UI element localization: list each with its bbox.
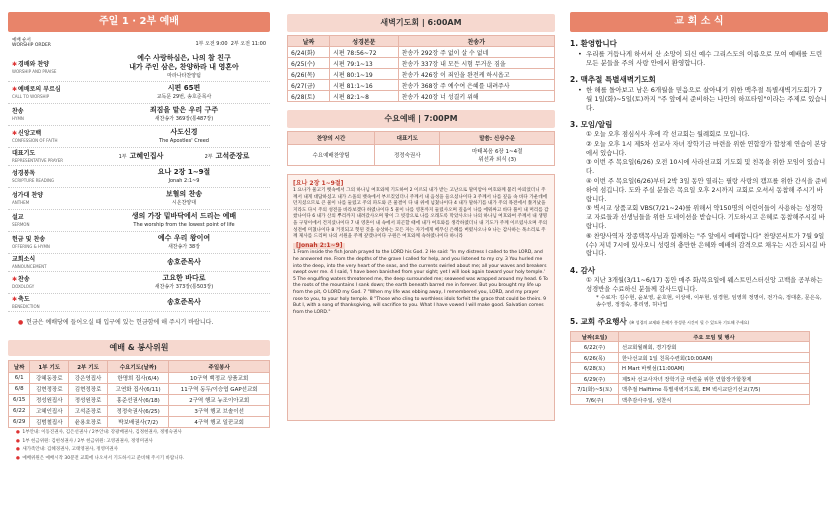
worship-item-value: 시편 65편 교독문 29번, 송호준목사 bbox=[156, 83, 212, 100]
service-header: 수요기도(날짜) bbox=[107, 361, 168, 373]
worship-column bbox=[8, 0, 270, 507]
service-cell: 홍준선권사(6/18) bbox=[107, 395, 168, 406]
worship-item-label: ✱축도 BENEDICTION bbox=[12, 295, 40, 309]
service-cell: 정성원집사 bbox=[30, 395, 69, 406]
scripture-en-title: [Jonah 2:1~9] bbox=[293, 243, 345, 250]
worship-item bbox=[8, 232, 270, 254]
service-cell: 윤용호장로 bbox=[69, 417, 108, 428]
events-cell: 선교회월례회, 경기장회 bbox=[619, 342, 810, 353]
dawn-cell: 6/25(수) bbox=[288, 58, 330, 69]
worship-item-label: ✱예배로의 부르심 CALL TO WORSHIP bbox=[12, 85, 61, 99]
worship-item-label: 교회소식 ANNOUNCEMENT bbox=[12, 255, 47, 269]
news-welcome-text: • 우리를 거듭나게 하셔서 산 소망이 되신 예수 그리스도의 이름으로 모여 예배를 드린 모든 분들을 주의 사랑 안에서 환영합니다. bbox=[570, 50, 828, 68]
worship-item bbox=[8, 54, 270, 82]
table-row bbox=[571, 342, 810, 353]
service-cell: 2구역 행교 뉴조이아교회 bbox=[169, 395, 270, 406]
worship-item-label: 성경봉독 SCRIPTURE READING bbox=[12, 169, 55, 183]
events-cell: 6/26(목) bbox=[571, 352, 619, 363]
service-header: 주일봉사 bbox=[169, 361, 270, 373]
time-1: 1부 오전 9:00 bbox=[195, 41, 228, 47]
worship-item-value: 예수 사랑하심은, 나의 참 친구 내가 주인 삼은, 찬양하라 내 영혼아 마라나타찬양팀 bbox=[129, 54, 239, 79]
bullet-icon: ● bbox=[16, 455, 22, 461]
service-cell: 6/22 bbox=[9, 406, 30, 417]
bullet-icon: ● bbox=[16, 438, 22, 444]
service-cell: 박보배권사(7/2) bbox=[107, 417, 168, 428]
standing-mark-icon: ✱ bbox=[12, 60, 18, 68]
news-meeting-item: ② 오늘 오후 1시 제5차 선교사 자녀 장학기금 마련을 위한 연합장가 합창제 연습이 본당에서 있습니다. bbox=[586, 140, 827, 157]
time-2: 2부 오전 11:00 bbox=[230, 41, 266, 47]
events-cell: 6/29(주) bbox=[571, 373, 619, 384]
order-ko: 예배 순서 bbox=[12, 38, 31, 43]
table-row bbox=[9, 395, 270, 406]
service-cell: 김범철집사 bbox=[30, 417, 69, 428]
dawn-cell: 시편 80:1~19 bbox=[330, 69, 399, 80]
wed-sermon: 마태복음 6장 1~4절 위선과 외식 (3) bbox=[440, 145, 555, 166]
table-row bbox=[571, 352, 810, 363]
scripture-ko-title: [요나 2장 1~9절] bbox=[293, 180, 344, 187]
news-meeting-item: ⑤ 벽시교 상품교회 VBS(7/21~24)를 위해서 약150명의 어린이들이 사용하는 성경학교 자료들과 선생님들을 위한 도네이션을 받습니다. 기도하시고 은혜로 동참해주시길 바랍니다. bbox=[586, 205, 825, 230]
standing-mark-icon: ✱ bbox=[12, 85, 18, 93]
service-cell: 3구역 행교 브솔이선 bbox=[169, 406, 270, 417]
events-cell: 7/1(화)~5(토) bbox=[571, 384, 619, 395]
worship-item-value: 고요한 바다로 새찬송가 373장(통503장) bbox=[154, 273, 214, 290]
worship-item-value: 보혈의 찬송 시온찬양대 bbox=[165, 189, 203, 206]
events-header: 날짜(요일) bbox=[571, 331, 619, 342]
worship-item-value: 사도신경 The Apostles' Creed bbox=[159, 127, 209, 144]
news-dawn-text: • 한 해를 돌아보고 남은 6개월을 믿음으로 살아내기 위한 맥추절 특별새벽기도회가 7월 1일(화)~5일(토)까지 "주 앞에서 준비하는 나만의 하프타임"이라는 주제로 있습니다. bbox=[570, 86, 828, 113]
service-cell: 6/8 bbox=[9, 384, 30, 395]
table-row bbox=[571, 373, 810, 384]
news-dawn-heading: 2. 맥추절 특별새벽기도회 bbox=[570, 75, 656, 84]
scripture-box bbox=[287, 174, 555, 421]
worship-item bbox=[8, 272, 270, 294]
news-events-heading: 5. 교회 주요행사 (※ 성경의 교제와 은혜가 풍성한 시간이 될 수 있도록 기도해 주세요) bbox=[570, 316, 750, 326]
service-cell: 11구역 동두/이승엽 GAP선교회 bbox=[169, 384, 270, 395]
service-cell: 6/1 bbox=[9, 373, 30, 384]
wed-praise: 수요예배찬양팀 bbox=[288, 145, 375, 166]
dawn-header: 날짜 bbox=[288, 36, 330, 47]
bullet-icon: ● bbox=[16, 430, 22, 435]
service-cell: 김현정장로 bbox=[69, 384, 108, 395]
news-meeting-item: ⑥ 찬양사역자 장종택목사님과 함께하는 "주 앞에서 예배합니다" 찬양콘서트가 7월 9일(수) 저녁 7시에 있사오니 성령의 충만한 은혜와 예배의 감격으로 채우는 시간 되시길 바랍니다. bbox=[586, 232, 826, 258]
dawn-cell: 6/28(토) bbox=[288, 91, 330, 102]
events-cell: 6/28(토) bbox=[571, 363, 619, 374]
events-table bbox=[570, 331, 810, 406]
worship-item-value: 송호준목사 bbox=[167, 298, 201, 306]
worship-item-label: ✱경배와 찬양 WORSHIP AND PRAISE bbox=[12, 60, 57, 74]
table-row bbox=[288, 47, 555, 58]
service-table bbox=[8, 360, 270, 428]
dawn-cell: 시편 82:1~8 bbox=[330, 91, 399, 102]
order-en: WORSHIP ORDER bbox=[12, 43, 51, 48]
worship-item bbox=[8, 210, 270, 232]
service-header: 2부 기도 bbox=[69, 361, 108, 373]
service-header: 1부 기도 bbox=[30, 361, 69, 373]
service-cell: 정정숙권사(6/25) bbox=[107, 406, 168, 417]
worship-item-label: 성가대 찬양 ANTHEM bbox=[12, 191, 44, 205]
service-cell: 강은영집사 bbox=[69, 373, 108, 384]
worship-item-value: 송호준목사 bbox=[167, 258, 201, 266]
worship-item-label: 대표기도 REPRESENTATIVE PRAYER bbox=[12, 149, 64, 163]
events-cell: 6/22(주) bbox=[571, 342, 619, 353]
news-welcome-heading: 1. 환영합니다 bbox=[570, 39, 617, 48]
news-meeting-item: ④ 이번 주 목요일(6/26)부터 2박 3일 동안 열리는 필랑 사랑의 캠프를 위한 간식을 준비하여 섬깁니다. 도와 주실 분들은 목요일 오후 2시까지 교회로 오셔서 동참해 주시기 바랍니다. bbox=[586, 177, 828, 203]
service-cell: 6/15 bbox=[9, 395, 30, 406]
worship-item bbox=[8, 148, 270, 166]
middle-column bbox=[287, 0, 555, 507]
bullet-icon: ● bbox=[16, 447, 22, 452]
service-cell: 4구역 행교 일꾼교회 bbox=[169, 417, 270, 428]
worship-item bbox=[8, 104, 270, 126]
standing-mark-icon: ✱ bbox=[12, 129, 18, 137]
worship-item-label: 설교 SERMON bbox=[12, 213, 30, 227]
news-banner: 교 회 소 식 bbox=[570, 12, 828, 32]
table-row bbox=[9, 417, 270, 428]
events-header: 주요 모임 및 행사 bbox=[619, 331, 810, 342]
worship-item-value: 요나 2장 1~9절 Jonah 2:1~9 bbox=[157, 167, 211, 184]
events-cell: 제5차 선교사자녀 장학기금 마련을 위한 연합장가합창제 bbox=[619, 373, 810, 384]
news-meeting-item: ① 오늘 오후 점심식사 후에 각 선교회는 월례회로 모입니다. bbox=[586, 131, 750, 138]
service-banner: 예배 & 봉사위원 bbox=[8, 340, 270, 356]
worship-order-list bbox=[8, 54, 270, 312]
worship-item-label: ✱찬송 DOXOLOGY bbox=[12, 275, 35, 289]
news-thanks-sub: * 수료자: 김수현, 윤보영, 윤호현, 이상애, 이두현, 임경현, 임영희 정명이, 전가숙, 정대훈, 문은옥, 송수영, 정정숙, 홍리영, 허나업 bbox=[596, 294, 822, 309]
scripture-en-text: 1 From inside the fish Jonah prayed to the LORD his God. 2 He said: "In my distress I called to the LORD, and he answered me. From the depths of the grave I called for help, and you listened to my cry. 3 You hurled me into the deep, into the very heart of the seas, and the currents swirled about me; all your waves and breakers swept over me. 4 I said, 'I have been banished from your sight; yet I will look again toward your holy temple.' 5 The engulfing waters threatened me, the deep surrounded me; seaweed was wrapped around my head. 6 To the roots of the mountains I sank down; the earth beneath barred me in forever. But you brought my life up from the pit, O LORD my God. 7 "When my life was ebbing away, I remembered you, LORD, and my prayer rose to you, to your holy temple. 8 "Those who cling to worthless idols forfeit the grace that could be theirs. 9 But I, with a song of thanksgiving, will sacrifice to you. What I have vowed I will make good. Salvation comes from the LORD." bbox=[293, 250, 548, 315]
wednesday-header: 대표기도 bbox=[375, 132, 440, 145]
worship-item-label: ✱신앙고백 CONFESSION OF FAITH bbox=[12, 129, 58, 143]
dawn-cell: 시편 78:56~72 bbox=[330, 47, 399, 58]
service-cell: 한명희 집사(6/4) bbox=[107, 373, 168, 384]
news-column bbox=[570, 0, 828, 507]
worship-item-label: 찬송 HYMN bbox=[12, 107, 24, 121]
table-row bbox=[9, 384, 270, 395]
worship-item bbox=[8, 294, 270, 312]
service-header: 날짜 bbox=[9, 361, 30, 373]
events-cell: 7/6(주) bbox=[571, 394, 619, 405]
dawn-cell: 6/27(금) bbox=[288, 80, 330, 91]
service-cell: 고연화 집사(6/11) bbox=[107, 384, 168, 395]
wednesday-table bbox=[287, 131, 555, 166]
wed-prayer: 정정숙권사 bbox=[375, 145, 440, 166]
worship-item bbox=[8, 254, 270, 272]
service-cell: 정성원장로 bbox=[69, 395, 108, 406]
table-row bbox=[9, 406, 270, 417]
table-row bbox=[571, 384, 810, 395]
service-cell: 6/29 bbox=[9, 417, 30, 428]
worship-order-header bbox=[8, 38, 270, 54]
table-row bbox=[571, 394, 810, 405]
news-meeting-heading: 3. 모임/알림 bbox=[570, 120, 613, 129]
dawn-cell: 찬송가 426장 이 죄인을 완전케 하시옵고 bbox=[398, 69, 554, 80]
service-cell: 고석준장로 bbox=[69, 406, 108, 417]
service-cell: 김현정장로 bbox=[30, 384, 69, 395]
worship-item-value: 생의 가장 밑바닥에서 드리는 예배 The worship from the lowest point of life bbox=[131, 211, 237, 228]
service-cell: 10구역 백정교 상품교회 bbox=[169, 373, 270, 384]
worship-item bbox=[8, 82, 270, 104]
dawn-cell: 시편 81:1~16 bbox=[330, 80, 399, 91]
standing-mark-icon: ✱ bbox=[12, 275, 18, 283]
service-cell: 강혜동장로 bbox=[30, 373, 69, 384]
standing-mark-icon: ✱ bbox=[12, 295, 18, 303]
events-cell: 맥추절 Halftime 특별새벽기도회, EM 벽시교단기선교(7/5) bbox=[619, 384, 810, 395]
news-thanks-text: ① 지난 3개월(3/11~6/17) 동안 매주 화/목요일에 웨스트민스터신앙 고백을 공부하는 성경반을 수료하신 분들께 감사드립니다. bbox=[586, 277, 823, 293]
news-meeting-item: ③ 이번 주 목요일(6/26) 오전 10시에 사라선교회 기도회 및 친목을 위한 모임이 있습니다. bbox=[586, 159, 826, 176]
dawn-cell: 6/24(화) bbox=[288, 47, 330, 58]
dawn-header: 찬송가 bbox=[398, 36, 554, 47]
worship-item bbox=[8, 126, 270, 148]
dawn-cell: 찬송가 292장 주 없이 살 수 없네 bbox=[398, 47, 554, 58]
events-cell: 맥추감사주일, 성찬식 bbox=[619, 394, 810, 405]
service-footnote: ● 예배위원은 예배시작 30분전 교회에 나오셔서 기도하시고 준비해 주시기 바랍니다. bbox=[16, 455, 185, 461]
events-cell: 한나선교회 1일 친목수련회(10:00AM) bbox=[619, 352, 810, 363]
dawn-cell: 찬송가 337장 내 모든 시험 무거운 짐을 bbox=[398, 58, 554, 69]
worship-item-value: 1부 고혜인집사 2부 고석준장로 bbox=[118, 151, 250, 160]
service-footnote: ● 1부 헌금위원: 김현성권사 / 2부 헌금위원: 고영권권사, 정영미권사 bbox=[16, 438, 153, 444]
worship-item bbox=[8, 188, 270, 210]
service-footnote: ● 1부안내: 이동진권사, 김은선권사 / 2부안내: 강광배권사, 김정현권사, 정병숙권사 bbox=[16, 430, 182, 435]
dawn-table bbox=[287, 35, 555, 102]
table-row bbox=[288, 58, 555, 69]
service-cell: 고혜인집사 bbox=[30, 406, 69, 417]
dawn-cell: 6/26(목) bbox=[288, 69, 330, 80]
events-cell: H Mart 바벳섬(11:00AM) bbox=[619, 363, 810, 374]
worship-item-label: 헌금 및 찬송 OFFERING & HYMN bbox=[12, 235, 50, 249]
wednesday-header: 말씀: 신상수운 bbox=[440, 132, 555, 145]
dawn-header: 성경본문 bbox=[330, 36, 399, 47]
dawn-cell: 찬송가 368장 주 예수여 은혜를 내려주사 bbox=[398, 80, 554, 91]
bullet-icon: ● bbox=[18, 319, 24, 326]
dawn-cell: 찬송가 420장 너 성결키 위해 bbox=[398, 91, 554, 102]
offering-note: ● 헌금은 예배당에 들어오실 때 입구에 있는 헌금함에 해 주시기 바랍니다. bbox=[18, 319, 214, 326]
table-row bbox=[571, 363, 810, 374]
table-row bbox=[288, 69, 555, 80]
table-row bbox=[9, 373, 270, 384]
worship-item bbox=[8, 166, 270, 188]
wednesday-banner: 수요예배 | 7:00PM bbox=[287, 110, 555, 128]
scripture-ko-text: 1 요나가 물고기 뱃속에서 그의 하나님 여호와께 기도하여 2 이르되 내가 받는 고난으로 말미암아 여호와께 불러 아뢰었더니 주께서 내게 대답하셨고 내가 스올의 뱃속에서 부르짖었더니 주께서 내 음성을 들으셨나이다 3 주께서 나를 깊음 속 바다 가운데에 던지셨으므로 큰 물이 나를 둘렀고 주의 파도와 큰 물결이 다 내 위에 넘쳤나이다 4 내가 말하기를 내가 주의 목전에서 쫓겨났을지라도 다시 주의 성전을 바라보겠다 하였나이다 5 물이 나를 영혼까지 둘렀사오며 깊음이 나를 에워싸고 바다 풀이 내 머리를 감쌌나이다 6 내가 산의 뿌리까지 내려갔사오며 땅이 그 빗장으로 나를 오래도록 막았사오나 나의 하나님 여호와여 주께서 내 생명을 구덩이에서 건지셨나이다 7 내 영혼이 내 속에서 피곤할 때에 내가 여호와를 생각하였더니 내 기도가 주께 이르렀사오며 주의 성전에 미쳤나이다 8 거짓되고 헛된 것을 숭상하는 모든 자는 자기에게 베푸신 은혜를 버렸사오나 9 나는 감사하는 목소리로 주께 제사를 드리며 나의 서원을 주께 갚겠나이다 구원은 여호와께 속하였나이다 하니라 bbox=[293, 188, 549, 240]
worship-item-value: 죄짐을 맡은 우리 구주 새찬송가 369장(통487장) bbox=[149, 105, 219, 122]
table-row bbox=[288, 80, 555, 91]
dawn-banner: 새벽기도회 | 6:00AM bbox=[287, 14, 555, 32]
worship-banner: 주일 1 · 2부 예배 bbox=[8, 12, 270, 32]
service-footnote: ● 새가족안내: 김혜경권사, 고태영권사, 정영미권사 bbox=[16, 447, 118, 452]
dawn-cell: 시편 79:1~13 bbox=[330, 58, 399, 69]
table-row bbox=[288, 91, 555, 102]
news-thanks-heading: 4. 감사 bbox=[570, 266, 596, 276]
wednesday-header: 찬양의 시간 bbox=[288, 132, 375, 145]
worship-item-value: 예수 우리 왕이여 새찬송가 38장 bbox=[157, 233, 211, 250]
